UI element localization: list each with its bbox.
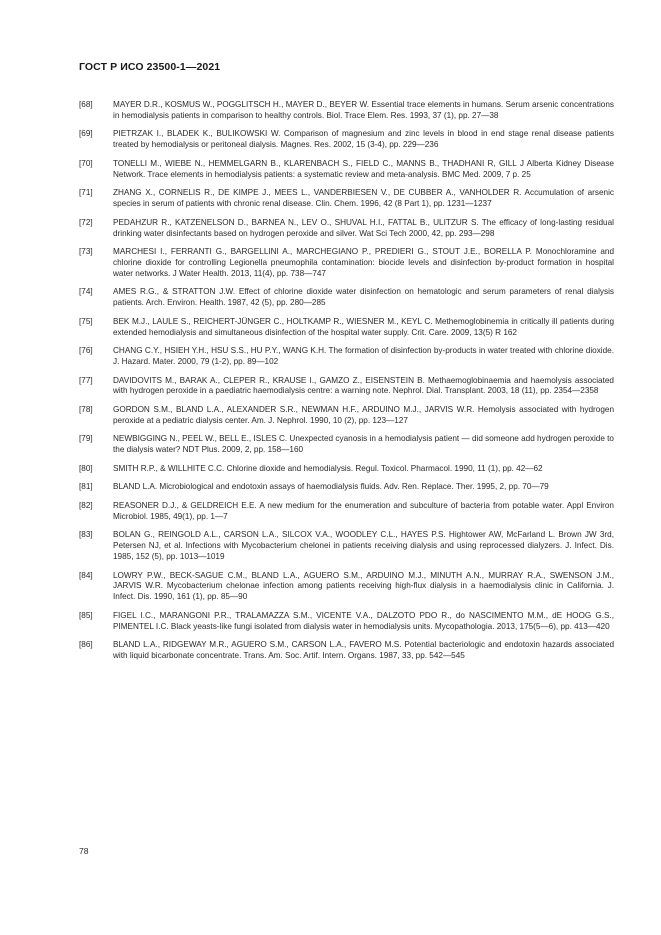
reference-entry [79, 188, 614, 210]
reference-list [79, 100, 614, 670]
reference-text: NEWBIGGING N., PEEL W., BELL E., ISLES C. Unexpected cyanosis in a hemodialysis patient — did someone add hydrogen peroxide to the dialysis water? NDT Plus. 2009, 2, pp. 158—160 [113, 434, 614, 455]
reference-number: [82] [79, 500, 93, 510]
reference-text: TONELLI M., WIEBE N., HEMMELGARN B., KLARENBACH S., FIELD C., MANNS B., THADHANI R, GILL J Alberta Kidney Disease Network. Trace elements in hemodialysis patients: a systematic review and meta-analysis. BMC Med. 2009, 7 p. 25 [113, 158, 614, 179]
reference-entry [79, 405, 614, 427]
reference-number: [76] [79, 346, 93, 356]
reference-number: [78] [79, 404, 93, 414]
reference-entry [79, 530, 614, 563]
reference-text: PIETRZAK I., BLADEK K., BULIKOWSKI W. Comparison of magnesium and zinc levels in blood in end stage renal disease patients treated by hemodialysis or peritoneal dialysis. Magnes. Res. 2002, 15 (3-4), pp. 229—236 [113, 129, 614, 150]
reference-number: [71] [79, 188, 93, 198]
reference-number: [80] [79, 463, 93, 473]
reference-entry [79, 376, 614, 398]
reference-text: SMITH R.P., & WILLHITE C.C. Chlorine dioxide and hemodialysis. Regul. Toxicol. Pharmacol. 1990, 11 (1), pp. 42—62 [113, 463, 543, 473]
reference-entry [79, 287, 614, 309]
reference-text: FIGEL I.C., MARANGONI P.R., TRALAMAZZA S.M., VICENTE V.A., DALZOTO PDO R., do NASCIMENTO M.M., dE HOOG G.S., PIMENTEL I.C. Black yeasts-like fungi isolated from dialysis water in hemodialysis units. Mycopathologia. 2013, 175(5—6), pp. 413—420 [113, 610, 614, 631]
reference-text: AMES R.G., & STRATTON J.W. Effect of chlorine dioxide water disinfection on hematologic and serum parameters of renal dialysis patients. Arch. Environ. Health. 1987, 42 (5), pp. 280—285 [113, 287, 614, 308]
reference-number: [74] [79, 287, 93, 297]
reference-number: [85] [79, 610, 93, 620]
reference-entry [79, 100, 614, 122]
page-number: 78 [79, 846, 89, 856]
document-header: ГОСТ Р ИСО 23500-1—2021 [79, 61, 221, 73]
reference-number: [83] [79, 530, 93, 540]
reference-entry [79, 317, 614, 339]
reference-number: [68] [79, 100, 93, 109]
reference-text: BLAND L.A., RIDGEWAY M.R., AGUERO S.M., CARSON L.A., FAVERO M.S. Potential bacteriologic and endotoxin hazards associated with liquid bicarbonate concentrate. Trans. Am. Soc. Artif. Intern. Organs. 1987, 33, pp. 542—545 [113, 640, 614, 661]
reference-text: REASONER D.J., & GELDREICH E.E. A new medium for the enumeration and subculture of bacteria from potable water. Appl Environ Microbiol. 1985, 49(1), pp. 1—7 [113, 500, 614, 521]
reference-entry [79, 129, 614, 151]
reference-number: [72] [79, 217, 93, 227]
reference-text: GORDON S.M., BLAND L.A., ALEXANDER S.R., NEWMAN H.F., ARDUINO M.J., JARVIS W.R. Hemolysis associated with hydrogen peroxide at a pediatric dialysis center. Am. J. Nephrol. 1990, 10 (2), pp. 123—127 [113, 404, 614, 425]
reference-text: CHANG C.Y., HSIEH Y.H., HSU S.S., HU P.Y., WANG K.H. The formation of disinfection by-products in water treated with chlorine dioxide. J. Hazard. Mater. 2000, 79 (1-2), pp. 89—102 [113, 346, 614, 367]
reference-number: [75] [79, 316, 93, 326]
reference-entry [79, 611, 614, 633]
reference-text: LOWRY P.W., BECK-SAGUE C.M., BLAND L.A., AGUERO S.M., ARDUINO M.J., MINUTH A.N., MURRAY R.A., SWENSON J.M., JARVIS W.R. Mycobacterium chelonae infection among patients receiving high-flux dialysis in a haemodialysis clinic in California. J. Infect. Dis. 1990, 161 (1), pp. 85—90 [113, 570, 614, 602]
reference-entry [79, 640, 614, 662]
reference-number: [69] [79, 129, 93, 139]
reference-number: [73] [79, 247, 93, 257]
reference-text: MAYER D.R., KOSMUS W., POGGLITSCH H., MAYER D., BEYER W. Essential trace elements in humans. Serum arsenic concentrations in hemodialysis patients in comparison to healthy controls. Biol. Trace Elem. Res. 1993, 37 (1), pp. 27—38 [113, 100, 614, 120]
reference-entry [79, 482, 614, 493]
reference-number: [77] [79, 375, 93, 385]
reference-entry [79, 218, 614, 240]
reference-text: BOLAN G., REINGOLD A.L., CARSON L.A., SILCOX V.A., WOODLEY C.L., HAYES P.S. Hightower AW, McFarland L. Brown JW 3rd, Petersen NJ, et al. Infections with Mycobacterium chelonei in patients receiving dialysis and using reprocessed dialyzers. J. Infect. Dis. 1985, 152 (5), pp. 1013—1019 [113, 530, 614, 561]
reference-text: MARCHESI I., FERRANTI G., BARGELLINI A., MARCHEGIANO P., PREDIERI G., STOUT J.E., BORELLA P. Monochloramine and chlorine dioxide for controlling Legionella pneumophila contamination: biocide levels and disinfection by-product formation in hospital water networks. J Water Health. 2013, 11(4), pp. 738—747 [113, 247, 614, 278]
reference-text: ZHANG X., CORNELIS R., DE KIMPE J., MEES L., VANDERBIESEN V., DE CUBBER A., VANHOLDER R. Accumulation of arsenic species in serum of patients with chronic renal disease. Clin. Chem. 1996, 42 (8 Part 1), pp. 1231—1237 [113, 188, 614, 209]
reference-text: BLAND L.A. Microbiological and endotoxin assays of haemodialysis fluids. Adv. Ren. Replace. Ther. 1995, 2, pp. 70—79 [113, 482, 549, 492]
reference-entry [79, 501, 614, 523]
reference-number: [84] [79, 570, 93, 580]
reference-entry [79, 434, 614, 456]
reference-number: [79] [79, 434, 93, 444]
reference-text: BEK M.J., LAULE S., REICHERT-JÜNGER C., HOLTKAMP R., WIESNER M., KEYL C. Methemoglobinemia in critically ill patients during extended hemodialysis and simultaneous disinfection of the hospital water supply. Crit. Care. 2009, 13(5) R 162 [113, 316, 614, 337]
reference-number: [81] [79, 482, 93, 492]
reference-text: DAVIDOVITS M., BARAK A., CLEPER R., KRAUSE I., GAMZO Z., EISENSTEIN B. Methaemoglobinaemia and haemolysis associated with hydrogen peroxide in a paediatric haemodialysis centre: a warning note. Nephrol. Dial. Transplant. 2003, 18 (11), pp. 2354—2358 [113, 375, 614, 396]
reference-entry [79, 346, 614, 368]
reference-entry [79, 159, 614, 181]
reference-entry [79, 571, 614, 604]
reference-text: PEDAHZUR R., KATZENELSON D., BARNEA N., LEV O., SHUVAL H.I., FATTAL B., ULITZUR S. The efficacy of long-lasting residual drinking water disinfectants based on hydrogen peroxide and silver. Wat Sci Tech 2000, 42, pp. 293—298 [113, 217, 614, 238]
reference-number: [86] [79, 640, 93, 650]
reference-entry [79, 464, 614, 475]
reference-entry [79, 247, 614, 280]
reference-number: [70] [79, 158, 93, 168]
